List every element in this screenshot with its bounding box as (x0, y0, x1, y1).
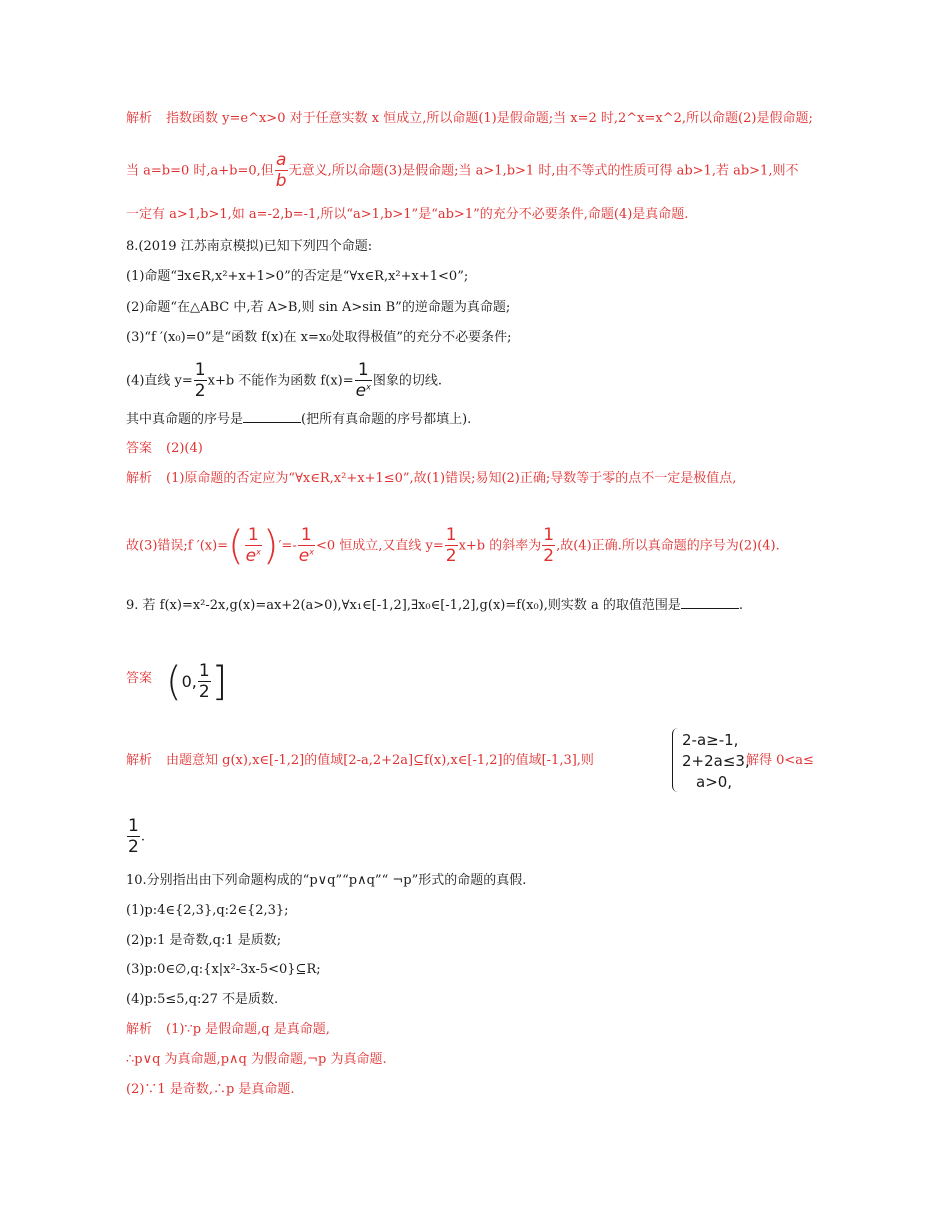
answer-blank (681, 596, 739, 609)
prev-solution-line-3: 一定有 a>1,b>1,如 a=-2,b=-1,所以“a>1,b>1”是“ab>1”的充分不必要条件,命题(4)是真命题. (126, 207, 689, 222)
fraction-one-half: $\frac{1}{2}$ (198, 661, 210, 702)
fraction-one-half: $\frac{1}{2}$ (194, 360, 206, 401)
q10-solution-line-1: 解析 (1)∵p 是假命题,q 是真命题, (126, 1022, 330, 1037)
fraction-a-over-b: $\frac{a}{b}$ (275, 150, 287, 191)
answer-label: 答案 (126, 441, 153, 456)
inequality-system: 2-a≥-1, 2+2a≤3, a>0, (676, 730, 750, 793)
fraction-one-half: $\frac{1}{2}$ (128, 816, 139, 857)
q9-solution-result: 解得 0<a≤ (746, 753, 814, 768)
solution-label: 解析 (126, 471, 153, 486)
q10-title: 10.分别指出由下列命题构成的“p∨q”“p∧q”“ ¬p”形式的命题的真假. (126, 873, 527, 888)
solution-label: 解析 (126, 1022, 153, 1037)
q8-prop-4: (4)直线 y= $\frac{1}{2}$ x+b 不能作为函数 f(x)= $\frac{1}{e^x}$ 图象的切线. (126, 360, 442, 401)
answer-blank (243, 410, 301, 423)
q9-solution-line-2: $\frac{1}{2}$ . (128, 816, 145, 857)
q10-solution-line-3: (2)∵1 是奇数,∴p 是真命题. (126, 1082, 295, 1097)
q9-answer: 答案 (0, $\frac{1}{2}$ ] (126, 659, 228, 705)
q10-item-2: (2)p:1 是奇数,q:1 是质数; (126, 933, 282, 948)
q10-item-1: (1)p:4∈{2,3},q:2∈{2,3}; (126, 903, 289, 918)
answer-label: 答案 (126, 671, 153, 686)
q8-solution-line-2: 故(3)错误;f ′(x)=( $\frac{1}{e^x}$ )′=- $\frac{1}{e^x}$ <0 恒成立,又直线 y= $\frac{1}{2}$ x+b 的斜率为 $\frac{1}{2}$ ,故(4)正确.所以真命题的序号为(2)(4). (126, 523, 780, 569)
q8-prop-1: (1)命题“∃x∈R,x²+x+1>0”的否定是“∀x∈R,x²+x+1<0”; (126, 269, 469, 284)
fraction-one-over-ex: $\frac{1}{e^x}$ (245, 525, 261, 566)
solution-label: 解析 (126, 111, 153, 126)
q10-item-3: (3)p:0∈∅,q:{x|x²-3x-5<0}⊆R; (126, 962, 321, 977)
prev-solution-line-1: 解析 指数函数 y=e^x>0 对于任意实数 x 恒成立,所以命题(1)是假命题;当 x=2 时,2^x=x^2,所以命题(2)是假命题; (126, 111, 813, 126)
fraction-one-half: $\frac{1}{2}$ (445, 525, 457, 566)
q8-prop-3: (3)“f ′(x₀)=0”是“函数 f(x)在 x=x₀处取得极值”的充分不必要条件; (126, 330, 512, 345)
q8-title: 8.(2019 江苏南京模拟)已知下列四个命题: (126, 239, 373, 254)
q8-question: 其中真命题的序号是 (把所有真命题的序号都填上). (126, 412, 472, 427)
prev-solution-line-2: 当 a=b=0 时,a+b=0,但 $\frac{a}{b}$ 无意义,所以命题(3)是假命题;当 a>1,b>1 时,由不等式的性质可得 ab>1,若 ab>1,则不 (126, 150, 799, 191)
q10-solution-line-2: ∴p∨q 为真命题,p∧q 为假命题,¬p 为真命题. (126, 1052, 387, 1067)
q8-answer: 答案 (2)(4) (126, 441, 203, 456)
solution-label: 解析 (126, 753, 153, 768)
q8-solution-line-1: 解析 (1)原命题的否定应为“∀x∈R,x²+x+1≤0”,故(1)错误;易知(2)正确;导数等于零的点不一定是极值点, (126, 471, 737, 486)
q10-item-4: (4)p:5≤5,q:27 不是质数. (126, 992, 279, 1007)
q8-prop-2: (2)命题“在△ABC 中,若 A>B,则 sin A>sin B”的逆命题为真命题; (126, 300, 511, 315)
fraction-one-over-ex: $\frac{1}{e^x}$ (355, 360, 371, 401)
fraction-one-half: $\frac{1}{2}$ (543, 525, 555, 566)
q9-title: 9. 若 f(x)=x²-2x,g(x)=ax+2(a>0),∀x₁∈[-1,2],∃x₀∈[-1,2],g(x)=f(x₀),则实数 a 的取值范围是 . (126, 598, 744, 613)
fraction-one-over-ex: $\frac{1}{e^x}$ (298, 525, 314, 566)
q9-solution-line-1: 解析 由题意知 g(x),x∈[-1,2]的值域[2-a,2+2a]⊆f(x),x∈[-1,2]的值域[-1,3],则 (126, 753, 594, 768)
